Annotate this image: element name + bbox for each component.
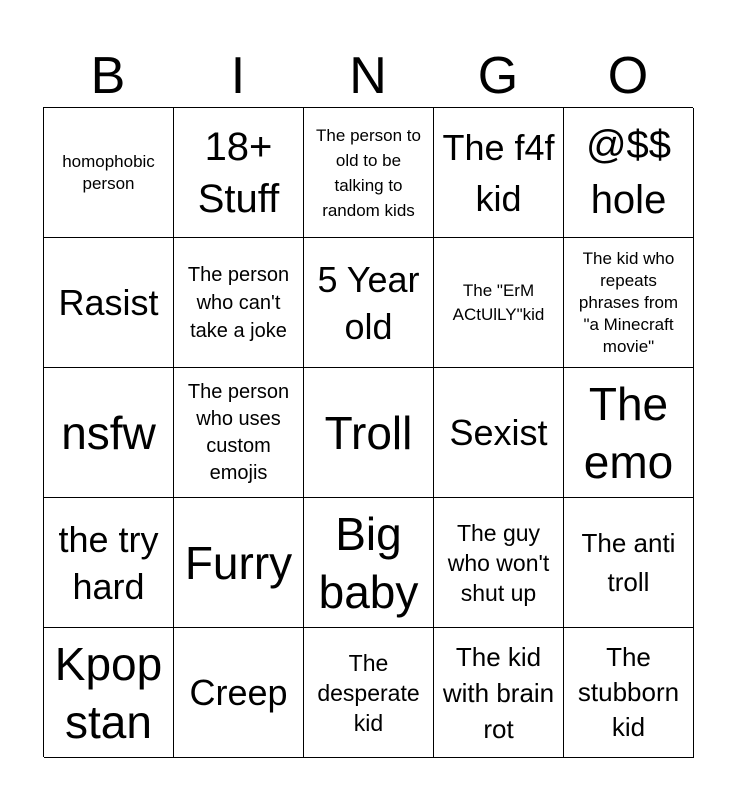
bingo-cell-r4-c3[interactable]: [304, 498, 434, 628]
bingo-cell-text: The anti troll: [581, 527, 676, 597]
bingo-cell-r4-c4[interactable]: [434, 498, 564, 628]
bingo-cell-r4-c2[interactable]: [174, 498, 304, 628]
bingo-cell-text: Creep: [189, 672, 288, 713]
bingo-board: [43, 107, 693, 757]
bingo-cell-text: The emo: [583, 377, 674, 488]
bingo-cell-r1-c3[interactable]: [304, 108, 434, 238]
bingo-cell-r2-c5[interactable]: [564, 238, 694, 368]
bingo-cell-text: 18+ Stuff: [197, 124, 280, 221]
bingo-cell-r4-c1[interactable]: [44, 498, 174, 628]
bingo-cell-text: The person to old to be talking to random kids: [316, 125, 421, 220]
bingo-cell-text: The stubborn kid: [577, 642, 680, 742]
bingo-cell-text: the try hard: [58, 518, 159, 607]
bingo-cell-text: The "ErM ACtUlLY"kid: [452, 280, 545, 324]
bingo-cell-text: Big baby: [318, 507, 419, 618]
header-letter-n: N: [349, 47, 387, 105]
bingo-cell-r5-c4[interactable]: [434, 628, 564, 758]
bingo-cell-text: The person who can't take a joke: [187, 263, 290, 342]
bingo-cell-text: The person who uses custom emojis: [187, 380, 290, 484]
bingo-cell-text: Rasist: [58, 282, 159, 323]
header-letter-i: I: [230, 47, 246, 105]
bingo-cell-text: Troll: [324, 406, 413, 459]
header-letter-b: B: [90, 47, 126, 105]
bingo-cell-r3-c2[interactable]: [174, 368, 304, 498]
bingo-cell-r2-c3[interactable]: [304, 238, 434, 368]
bingo-cell-r2-c1[interactable]: [44, 238, 174, 368]
bingo-cell-r3-c3[interactable]: [304, 368, 434, 498]
bingo-cell-text: @$$ hole: [585, 122, 672, 222]
bingo-cell-r3-c1[interactable]: [44, 368, 174, 498]
bingo-cell-text: The kid who repeats phrases from "a Minecraft movie": [578, 248, 679, 356]
bingo-cell-r5-c2[interactable]: [174, 628, 304, 758]
bingo-cell-text: 5 Year old: [317, 258, 420, 347]
bingo-cell-text: The desperate kid: [317, 649, 420, 736]
header-letter-g: G: [477, 47, 519, 105]
bingo-cell-r2-c4[interactable]: [434, 238, 564, 368]
header-letter-o: O: [607, 47, 649, 105]
bingo-cell-text: Furry: [184, 536, 293, 589]
bingo-header: [43, 44, 693, 108]
bingo-cell-r1-c4[interactable]: [434, 108, 564, 238]
bingo-cell-text: The kid with brain rot: [442, 641, 555, 744]
bingo-cell-r2-c2[interactable]: [174, 238, 304, 368]
bingo-cell-r5-c3[interactable]: [304, 628, 434, 758]
bingo-cell-text: Sexist: [449, 412, 548, 453]
bingo-cell-r5-c5[interactable]: [564, 628, 694, 758]
bingo-cell-text: Kpop stan: [54, 637, 163, 748]
bingo-cell-r3-c5[interactable]: [564, 368, 694, 498]
bingo-cell-text: The guy who won't shut up: [447, 519, 550, 606]
bingo-cell-text: homophobic person: [62, 151, 155, 193]
bingo-cell-text: The f4f kid: [442, 126, 555, 219]
bingo-cell-text: nsfw: [61, 406, 156, 459]
bingo-cell-r1-c5[interactable]: [564, 108, 694, 238]
bingo-cell-r4-c5[interactable]: [564, 498, 694, 628]
bingo-cell-r5-c1[interactable]: [44, 628, 174, 758]
bingo-cell-r1-c1[interactable]: [44, 108, 174, 238]
bingo-cell-r3-c4[interactable]: [434, 368, 564, 498]
bingo-cell-r1-c2[interactable]: [174, 108, 304, 238]
